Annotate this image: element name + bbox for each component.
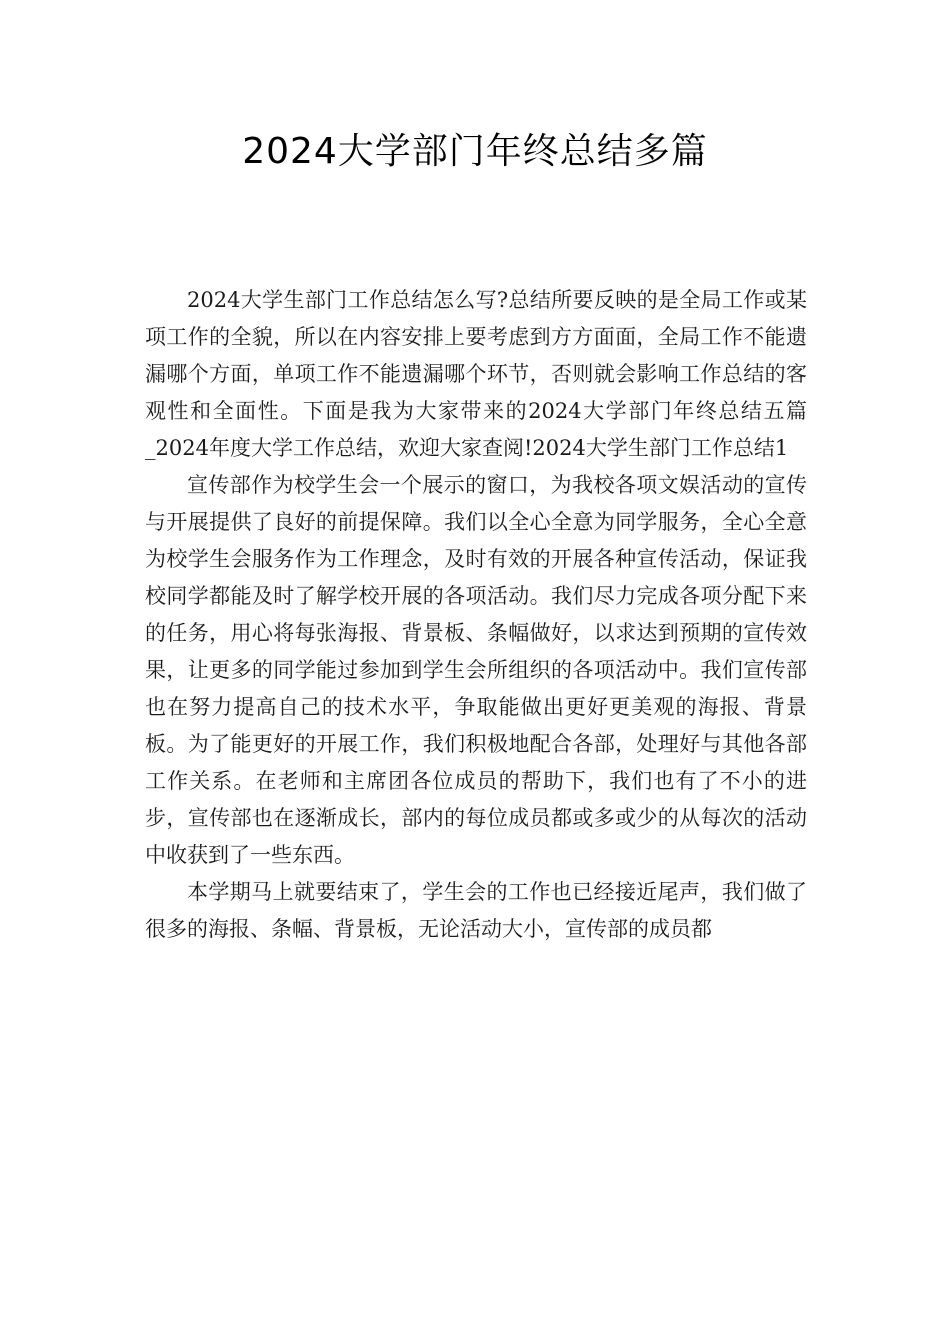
paragraph-intro: 2024大学生部门工作总结怎么写?总结所要反映的是全局工作或某项工作的全貌，所以在内容安排上要考虑到方方面面，全局工作不能遗漏哪个方面，单项工作不能遗漏哪个环节，否则就会影响工作总结的客观性和全面性。下面是我为大家带来的2024大学部门年终总结五篇_2024年度大学工作总结，欢迎大家查阅!2024大学生部门工作总结1 — [145, 288, 807, 460]
paragraph-publicity-dept: 宣传部作为校学生会一个展示的窗口，为我校各项文娱活动的宣传与开展提供了良好的前提保障。我们以全心全意为同学服务，全心全意为校学生会服务作为工作理念，及时有效的开展各种宣传活动，保证我校同学都能及时了解学校开展的各项活动。我们尽力完成各项分配下来的任务，用心将每张海报、背景板、条幅做好，以求达到预期的宣传效果，让更多的同学能过参加到学生会所组织的各项活动中。我们宣传部也在努力提高自己的技术水平，争取能做出更好更美观的海报、背景板。为了能更好的开展工作，我们积极地配合各部，处理好与其他各部工作关系。在老师和主席团各位成员的帮助下，我们也有了不小的进步，宣传部也在逐渐成长，部内的每位成员都或多或少的从每次的活动中收获到了一些东西。 — [145, 473, 807, 867]
document-title: 2024大学部门年终总结多篇 — [242, 131, 708, 172]
paragraph-semester-end: 本学期马上就要结束了，学生会的工作也已经接近尾声，我们做了很多的海报、条幅、背景板，无论活动大小，宣传部的成员都 — [145, 880, 807, 941]
document-body — [145, 282, 807, 948]
